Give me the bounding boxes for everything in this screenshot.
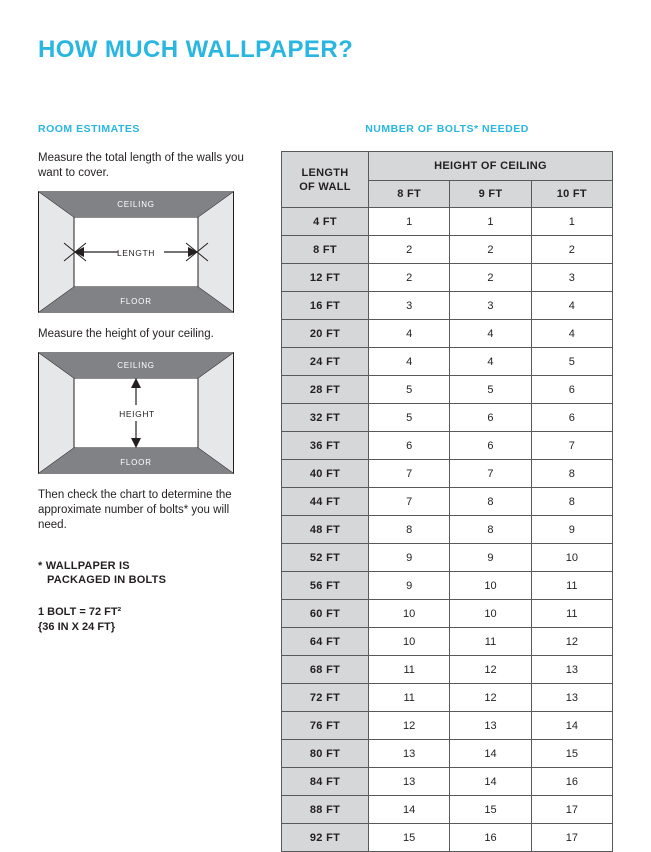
cell-bolts-10ft: 2 [531, 236, 612, 264]
cell-bolts-8ft: 6 [369, 432, 450, 460]
cell-bolts-10ft: 15 [531, 740, 612, 768]
cell-bolts-8ft: 7 [369, 488, 450, 516]
cell-bolts-10ft: 13 [531, 656, 612, 684]
section-heading-room-estimates: ROOM ESTIMATES [38, 123, 140, 135]
cell-bolts-8ft: 13 [369, 768, 450, 796]
table-row [282, 236, 613, 264]
cell-length: 12 FT [282, 264, 369, 292]
table-heading: NUMBER OF BOLTS* NEEDED [365, 123, 529, 135]
cell-bolts-8ft: 10 [369, 600, 450, 628]
cell-length: 64 FT [282, 628, 369, 656]
cell-bolts-9ft: 6 [450, 432, 531, 460]
cell-bolts-8ft: 7 [369, 460, 450, 488]
cell-bolts-10ft: 13 [531, 684, 612, 712]
header-ceiling-9ft: 9 FT [450, 181, 531, 208]
svg-text:CEILING: CEILING [117, 200, 155, 209]
cell-length: 88 FT [282, 796, 369, 824]
cell-bolts-8ft: 12 [369, 712, 450, 740]
svg-text:CEILING: CEILING [117, 361, 155, 370]
cell-length: 28 FT [282, 376, 369, 404]
cell-bolts-8ft: 11 [369, 684, 450, 712]
cell-length: 8 FT [282, 236, 369, 264]
cell-bolts-9ft: 14 [450, 740, 531, 768]
cell-bolts-10ft: 12 [531, 628, 612, 656]
cell-length: 40 FT [282, 460, 369, 488]
cell-bolts-9ft: 1 [450, 208, 531, 236]
table-row [282, 404, 613, 432]
cell-bolts-9ft: 2 [450, 264, 531, 292]
cell-length: 52 FT [282, 544, 369, 572]
table-row [282, 600, 613, 628]
page-title: HOW MUCH WALLPAPER? [38, 36, 354, 63]
cell-bolts-10ft: 3 [531, 264, 612, 292]
cell-bolts-10ft: 10 [531, 544, 612, 572]
cell-bolts-8ft: 15 [369, 824, 450, 852]
cell-bolts-8ft: 1 [369, 208, 450, 236]
table-row [282, 628, 613, 656]
table-row [282, 656, 613, 684]
cell-bolts-10ft: 7 [531, 432, 612, 460]
header-length-line1: LENGTH [301, 166, 349, 179]
cell-bolts-9ft: 15 [450, 796, 531, 824]
room-estimates-column [38, 123, 250, 635]
table-row [282, 516, 613, 544]
svg-text:LENGTH: LENGTH [116, 248, 156, 258]
header-ceiling-8ft: 8 FT [369, 181, 450, 208]
cell-length: 44 FT [282, 488, 369, 516]
cell-bolts-9ft: 8 [450, 516, 531, 544]
table-header [282, 152, 613, 208]
cell-bolts-10ft: 5 [531, 348, 612, 376]
cell-bolts-9ft: 12 [450, 656, 531, 684]
bolts-table [281, 151, 613, 852]
svg-text:HEIGHT: HEIGHT [119, 409, 155, 419]
cell-bolts-9ft: 7 [450, 460, 531, 488]
cell-length: 36 FT [282, 432, 369, 460]
cell-bolts-9ft: 12 [450, 684, 531, 712]
table-row [282, 488, 613, 516]
cell-bolts-10ft: 9 [531, 516, 612, 544]
instruction-measure-height: Measure the height of your ceiling. [38, 328, 214, 340]
table-row [282, 208, 613, 236]
cell-bolts-9ft: 4 [450, 348, 531, 376]
cell-bolts-9ft: 11 [450, 628, 531, 656]
cell-length: 16 FT [282, 292, 369, 320]
cell-bolts-8ft: 9 [369, 572, 450, 600]
header-height-of-ceiling: HEIGHT OF CEILING [369, 152, 613, 181]
table-row [282, 320, 613, 348]
svg-text:FLOOR: FLOOR [120, 458, 152, 467]
instruction-measure-length: Measure the total length of the walls you want to cover. [38, 152, 244, 179]
table-row [282, 432, 613, 460]
instruction-check-chart: Then check the chart to determine the approximate number of bolts* you will need. [38, 489, 232, 531]
room-diagram-length [38, 191, 234, 313]
table-row [282, 796, 613, 824]
cell-bolts-10ft: 8 [531, 460, 612, 488]
table-row [282, 768, 613, 796]
svg-text:FLOOR: FLOOR [120, 297, 152, 306]
header-length-line2: OF WALL [299, 180, 351, 193]
cell-length: 20 FT [282, 320, 369, 348]
table-header-row-1 [282, 152, 613, 181]
cell-bolts-10ft: 16 [531, 768, 612, 796]
table-row [282, 740, 613, 768]
cell-bolts-8ft: 9 [369, 544, 450, 572]
table-row [282, 348, 613, 376]
cell-bolts-8ft: 14 [369, 796, 450, 824]
cell-bolts-9ft: 9 [450, 544, 531, 572]
cell-bolts-10ft: 14 [531, 712, 612, 740]
cell-bolts-10ft: 6 [531, 376, 612, 404]
cell-bolts-8ft: 11 [369, 656, 450, 684]
cell-bolts-9ft: 10 [450, 600, 531, 628]
cell-length: 76 FT [282, 712, 369, 740]
cell-bolts-9ft: 5 [450, 376, 531, 404]
cell-bolts-10ft: 11 [531, 600, 612, 628]
cell-bolts-9ft: 6 [450, 404, 531, 432]
cell-bolts-9ft: 16 [450, 824, 531, 852]
footnote-wallpaper-bolts [38, 559, 250, 587]
cell-bolts-9ft: 14 [450, 768, 531, 796]
cell-bolts-8ft: 8 [369, 516, 450, 544]
cell-bolts-10ft: 17 [531, 824, 612, 852]
room-diagram-height [38, 352, 234, 474]
cell-length: 56 FT [282, 572, 369, 600]
header-ceiling-10ft: 10 FT [531, 181, 612, 208]
cell-bolts-8ft: 4 [369, 348, 450, 376]
cell-length: 32 FT [282, 404, 369, 432]
cell-bolts-8ft: 2 [369, 236, 450, 264]
cell-bolts-9ft: 4 [450, 320, 531, 348]
table-row [282, 376, 613, 404]
cell-bolts-9ft: 10 [450, 572, 531, 600]
cell-length: 60 FT [282, 600, 369, 628]
cell-length: 80 FT [282, 740, 369, 768]
cell-bolts-10ft: 4 [531, 292, 612, 320]
table-row [282, 684, 613, 712]
cell-bolts-10ft: 17 [531, 796, 612, 824]
cell-bolts-9ft: 8 [450, 488, 531, 516]
cell-bolts-10ft: 8 [531, 488, 612, 516]
bolt-definition [38, 605, 250, 635]
cell-length: 84 FT [282, 768, 369, 796]
cell-bolts-10ft: 4 [531, 320, 612, 348]
cell-length: 72 FT [282, 684, 369, 712]
bolt-definition-dimensions: {36 IN X 24 FT} [38, 621, 116, 633]
header-length-of-wall [282, 152, 369, 208]
cell-bolts-10ft: 11 [531, 572, 612, 600]
cell-bolts-8ft: 2 [369, 264, 450, 292]
table-row [282, 572, 613, 600]
table-row [282, 264, 613, 292]
cell-bolts-10ft: 6 [531, 404, 612, 432]
cell-bolts-9ft: 13 [450, 712, 531, 740]
footnote-line-2: PACKAGED IN BOLTS [47, 574, 167, 586]
cell-length: 92 FT [282, 824, 369, 852]
cell-bolts-9ft: 2 [450, 236, 531, 264]
bolts-table-column [281, 123, 613, 852]
table-row [282, 292, 613, 320]
cell-length: 24 FT [282, 348, 369, 376]
cell-length: 4 FT [282, 208, 369, 236]
cell-bolts-10ft: 1 [531, 208, 612, 236]
table-body [282, 208, 613, 852]
bolt-definition-area: 1 BOLT = 72 FT² [38, 606, 122, 618]
cell-bolts-9ft: 3 [450, 292, 531, 320]
cell-bolts-8ft: 10 [369, 628, 450, 656]
cell-length: 48 FT [282, 516, 369, 544]
table-row [282, 712, 613, 740]
footnote-line-1: * WALLPAPER IS [38, 560, 130, 572]
cell-bolts-8ft: 5 [369, 376, 450, 404]
cell-bolts-8ft: 13 [369, 740, 450, 768]
table-row [282, 824, 613, 852]
table-row [282, 544, 613, 572]
cell-bolts-8ft: 4 [369, 320, 450, 348]
cell-bolts-8ft: 5 [369, 404, 450, 432]
cell-length: 68 FT [282, 656, 369, 684]
table-row [282, 460, 613, 488]
cell-bolts-8ft: 3 [369, 292, 450, 320]
